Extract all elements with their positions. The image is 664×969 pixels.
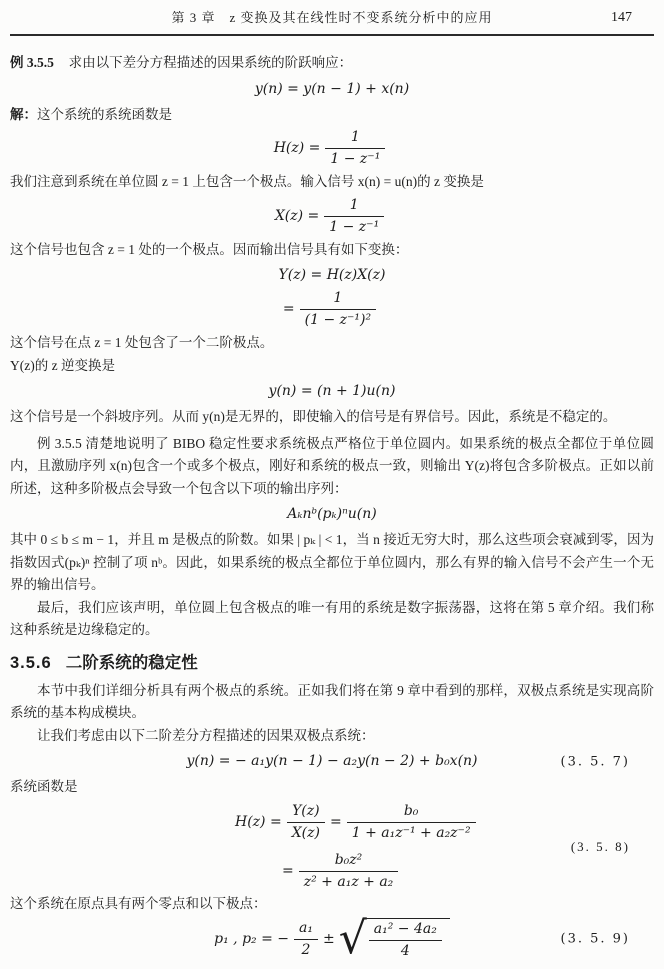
paragraph-system-function: 系统函数是 (10, 779, 78, 794)
equation-text: y(n) = y(n − 1) + x(n) (254, 80, 410, 97)
paragraph-unit-circle: 我们注意到系统在单位圆 z = 1 上包含一个极点。输入信号 x(n) = u(n)的 z 变换是 (10, 174, 484, 189)
paragraph-consider: 让我们考虑由以下二阶差分方程描述的因果双极点系统： (37, 727, 375, 743)
fraction-b0 (347, 803, 476, 842)
equation-output-expanded (10, 290, 654, 329)
equation-lhs: H(z) = (273, 140, 321, 156)
solution-label: 解： (10, 106, 37, 122)
denominator: 1 + a₁z⁻¹ + a₂z⁻² (347, 822, 476, 842)
numerator: Y(z) (292, 802, 320, 819)
equation-output-term (10, 503, 654, 526)
equation-step-response (10, 78, 654, 101)
numerator: 1 (349, 196, 359, 213)
equation-lhs: p₁ , p₂ = − (214, 930, 290, 947)
fraction (324, 197, 384, 236)
equation-lhs: H(z) = (235, 814, 282, 830)
paragraph-two-pole-intro: 本节中我们详细分析具有两个极点的系统。正如我们将在第 9 章中看到的那样，双极点系统是实现高阶系统的基本构成模块。 (10, 682, 654, 720)
fraction-b0z2 (299, 852, 399, 891)
example-label: 例 3.5.5 (10, 55, 54, 70)
numerator: 1 (333, 290, 343, 306)
paragraph-decay: 其中 0 ≤ b ≤ m − 1，并且 m 是极点的阶数。如果 | pₖ | < 1，当 n 接近无穷大时，那么这些项会衰减到零，因为指数因式(pₖ)ⁿ 控制了项 nᵇ。因此，如果系统的极点全都位于单位圆内，那么有界的输入信号不会产生一个无界的输出信号。 (10, 532, 654, 592)
section-title: 二阶系统的稳定性 (65, 653, 198, 672)
paragraph-output-transform: 这个信号也包含 z = 1 处的一个极点。因而输出信号具有如下变换： (10, 241, 409, 257)
equation-357-label: (3. 5. 7) (560, 754, 630, 769)
paragraph-ramp: 这个信号是一个斜坡序列。从而 y(n)是无界的，即使输入的信号是有界信号。因此，系统是不稳定的。 (10, 409, 617, 424)
page-number: 147 (611, 10, 632, 25)
equation-358 (10, 803, 654, 891)
fraction-a1-2 (294, 920, 318, 959)
equation-358-line2 (10, 852, 654, 891)
paragraph-marginal: 最后，我们应该声明，单位圆上包含极点的唯一有用的系统是数字振荡器，这将在第 5 章介绍。我们称这种系统是边缘稳定的。 (10, 599, 654, 637)
paragraph-double-pole: 这个信号在点 z = 1 处包含了一个二阶极点。 (10, 335, 274, 350)
equals-sign: = (329, 814, 342, 830)
equation-359-label: (3. 5. 9) (560, 931, 630, 947)
paragraph-bibo: 例 3.5.5 清楚地说明了 BIBO 稳定性要求系统极点严格位于单位圆内。如果系统的极点全都位于单位圆内，且激励序列 x(n)包含一个或多个极点，刚好和系统的极点一致，则输出 Y(z)将包含多阶极点。正如以前所述，这种多阶极点会导致一个包含以下项的输出序列： (10, 435, 654, 496)
equation-358-line1 (10, 803, 654, 842)
equation-text: Aₖnᵇ(pₖ)ⁿu(n) (287, 506, 377, 522)
equation-inverse (10, 380, 654, 403)
example-prompt: 求由以下差分方程描述的因果系统的阶跃响应： (68, 55, 353, 70)
numerator: a₁² − 4a₂ (373, 921, 437, 937)
equation-input-transform (10, 197, 654, 236)
denominator: (1 − z⁻¹)² (300, 309, 376, 329)
denominator: 4 (369, 940, 442, 960)
denominator: 1 − z⁻¹ (324, 216, 384, 236)
paragraph-zeros-poles: 这个系统在原点具有两个零点和以下极点： (10, 895, 267, 911)
equation-357 (10, 750, 654, 773)
numerator: 1 (350, 129, 360, 145)
square-root (338, 913, 450, 964)
paragraph-inverse-transform: Y(z)的 z 逆变换是 (10, 357, 115, 373)
plus-minus-sign: ± (322, 930, 335, 947)
denominator: z² + a₁z + a₂ (299, 871, 399, 891)
fraction-Yz-Xz (287, 803, 325, 842)
equation-system-function (10, 129, 654, 168)
radical-sign-icon: √ (338, 913, 367, 964)
numerator: b₀z² (334, 851, 363, 868)
fraction-discriminant (369, 921, 442, 960)
equation-lhs: = (282, 301, 295, 317)
numerator: b₀ (403, 802, 419, 819)
equation-text: Y(z) = H(z)X(z) (278, 267, 386, 283)
section-heading (10, 652, 654, 674)
chapter-title: 第 3 章 z 变换及其在线性时不变系统分析中的应用 (171, 10, 493, 25)
equation-text: y(n) = (n + 1)u(n) (268, 383, 396, 399)
equation-lhs: X(z) = (274, 207, 320, 224)
radicand (364, 918, 450, 960)
equation-359 (10, 913, 654, 964)
page-header (10, 8, 654, 28)
denominator: 1 − z⁻¹ (325, 148, 385, 168)
equation-358-label: (3. 5. 8) (570, 838, 630, 854)
fraction (325, 129, 385, 168)
denominator: X(z) (287, 822, 325, 842)
example-heading (10, 52, 654, 75)
equation-text: y(n) = − a₁y(n − 1) − a₂y(n − 2) + b₀x(n) (186, 753, 478, 769)
numerator: a₁ (299, 919, 313, 936)
header-rule (10, 34, 654, 36)
solution-intro: 这个系统的系统函数是 (37, 106, 172, 122)
solution-paragraph (10, 104, 654, 127)
equation-output-product (10, 264, 654, 287)
denominator: 2 (294, 939, 318, 959)
fraction (300, 290, 376, 329)
section-number: 3.5.6 (10, 653, 52, 672)
equals-sign: = (282, 863, 294, 879)
